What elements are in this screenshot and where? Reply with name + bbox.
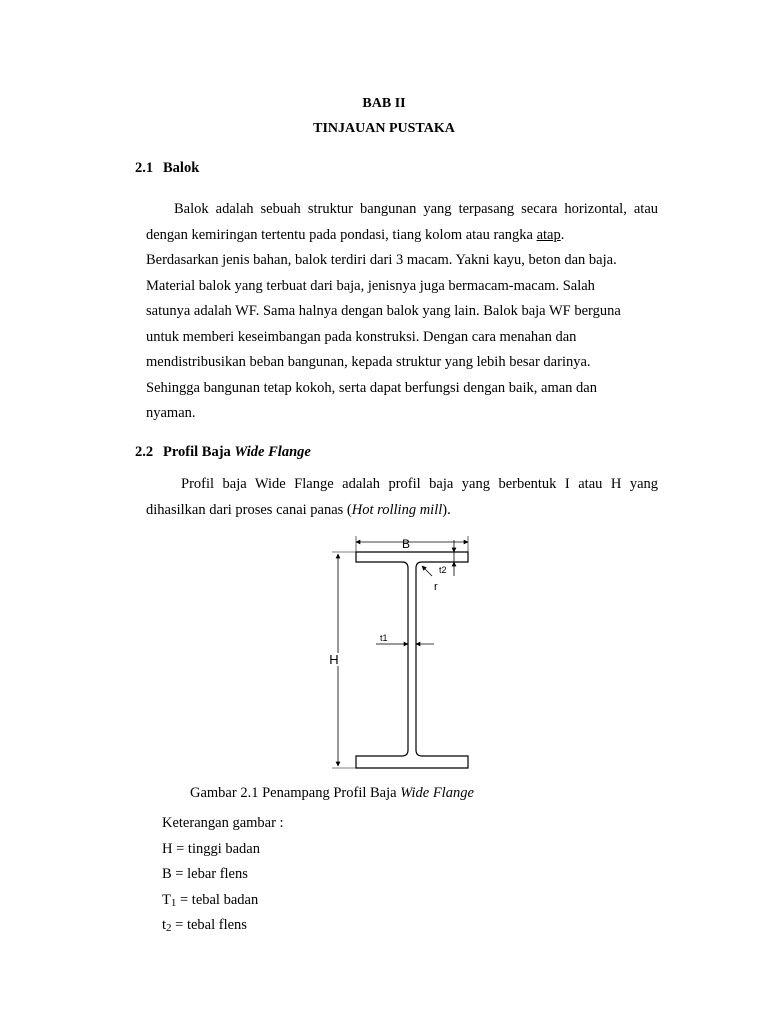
figure-legend [162, 811, 284, 939]
r-leader [422, 566, 432, 576]
label-t2: t2 [439, 565, 447, 575]
label-t1: t1 [380, 633, 388, 643]
paragraph-line: Sehingga bangunan tetap kokoh, serta dapat berfungsi dengan baik, aman dan [146, 379, 597, 396]
section-number: 2.2 [135, 444, 154, 460]
paragraph-line: Profil baja Wide Flange adalah profil baja yang berbentuk I atau H yang [181, 476, 658, 492]
legend-item [162, 888, 284, 914]
paragraph-line: Berdasarkan jenis bahan, balok terdiri dari 3 macam. Yakni kayu, beton dan baja. [146, 252, 617, 268]
legend-item [162, 862, 284, 888]
legend-subscript: 2 [166, 922, 172, 934]
section-heading-wide-flange [135, 444, 311, 461]
chapter-title: TINJAUAN PUSTAKA [313, 121, 455, 136]
paragraph-line [146, 498, 658, 524]
label-r: r [434, 581, 438, 593]
legend-text: = tebal flens [171, 917, 247, 933]
paragraph-line: Material balok yang terbuat dari baja, jenisnya juga bermacam-macam. Salah [146, 277, 595, 294]
legend-symbol: H [162, 840, 173, 857]
paragraph-line: Balok adalah sebuah struktur bangunan yang terpasang secara horizontal, atau [174, 201, 658, 217]
legend-title: Keterangan gambar : [162, 815, 284, 831]
italic-term: Hot rolling mill [351, 501, 443, 518]
caption-text: Gambar 2.1 Penampang Profil Baja [190, 785, 401, 801]
legend-symbol: T [162, 891, 171, 908]
section-heading-balok [135, 160, 199, 177]
legend-symbol: t [162, 917, 167, 933]
legend-text: = lebar flens [171, 866, 248, 882]
paragraph-line: untuk memberi keseimbangan pada konstruksi. Dengan cara menahan dan [146, 328, 577, 345]
paragraph-line-suffix: ). [442, 501, 451, 518]
legend-text: = tebal badan [176, 891, 259, 908]
legend-text: = tinggi badan [172, 840, 260, 857]
paragraph-wide-flange [146, 472, 658, 523]
section-title-italic: Wide Flange [234, 444, 311, 460]
paragraph-line: nyaman. [146, 405, 196, 421]
paragraph-line [146, 223, 658, 249]
legend-subscript: 1 [170, 896, 177, 909]
section-number: 2.1 [135, 160, 154, 176]
paragraph-line-text: dengan kemiringan tertentu pada pondasi, tiang kolom atau rangka [146, 226, 537, 243]
section-title: Balok [163, 160, 200, 176]
legend-symbol: B [162, 866, 172, 882]
paragraph-line-text: dihasilkan dari proses canai panas ( [146, 501, 352, 518]
paragraph-line: mendistribusikan beban bangunan, kepada struktur yang lebih besar darinya. [146, 354, 591, 370]
legend-item [162, 913, 284, 939]
paragraph-line-suffix: . [560, 226, 565, 243]
link-atap[interactable]: atap [536, 226, 561, 243]
legend-item [162, 837, 284, 863]
section-title: Profil Baja [163, 444, 235, 460]
label-b: B [401, 537, 411, 551]
chapter-number: BAB II [362, 96, 406, 111]
paragraph-line: satunya adalah WF. Sama halnya dengan balok yang lain. Balok baja WF berguna [146, 303, 621, 319]
paragraph-balok [146, 197, 658, 427]
wide-flange-diagram [326, 530, 476, 770]
figure-caption [190, 785, 474, 802]
caption-italic: Wide Flange [400, 785, 474, 801]
label-h: H [329, 652, 339, 667]
i-beam-outline [356, 552, 468, 768]
